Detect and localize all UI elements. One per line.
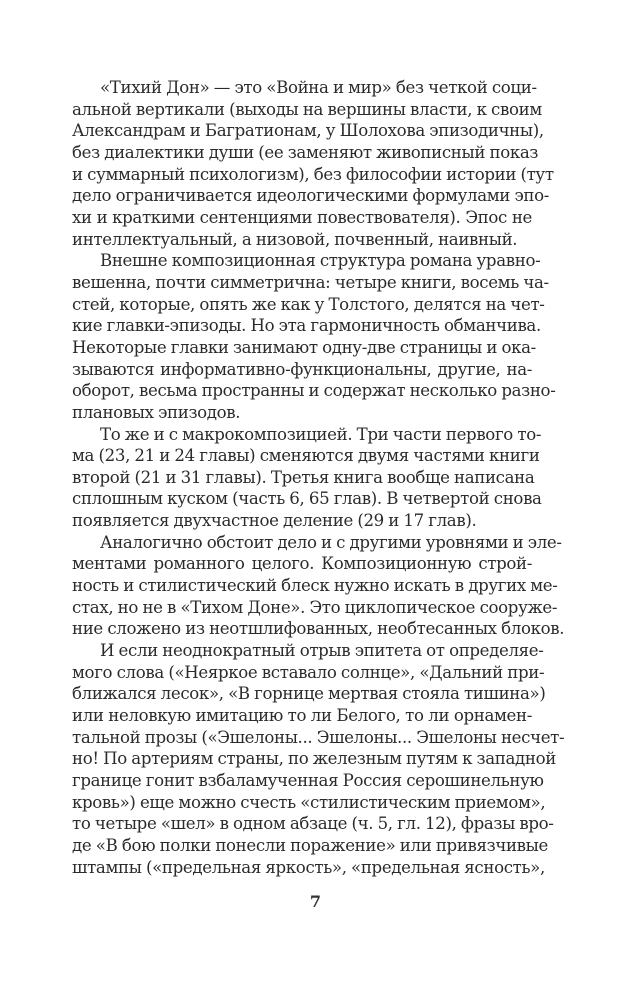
text-line: тальной прозы («Эшелоны... Эшелоны... Эшелоны несчет-	[72, 727, 565, 747]
text-line: дело ограничивается идеологическими формулами эпо-	[72, 186, 549, 206]
text-line: оборот, весьма пространны и содержат несколько разно-	[72, 381, 556, 401]
text-line: стах, но не в «Тихом Доне». Это циклопическое сооруже-	[72, 597, 558, 617]
text-line: то четыре «шел» в одном абзаце (ч. 5, гл. 12), фразы вро-	[72, 814, 554, 834]
text-line: мого слова («Неяркое вставало солнце», «Дальний при-	[72, 662, 545, 682]
text-line: Александрам и Багратионам, у Шолохова эпизодичны),	[72, 121, 544, 141]
text-line: вешенна, почти симметрична: четыре книги, восемь ча-	[72, 272, 549, 292]
text-line: но! По артериям страны, по железным путям к западной	[72, 749, 556, 769]
text-line: или неловкую имитацию то ли Белого, то ли орнамен-	[72, 706, 532, 726]
text-line: ма (23, 21 и 24 главы) сменяются двумя частями книги	[72, 446, 540, 466]
text-line: Аналогично обстоит дело и с другими уровнями и эле-	[100, 532, 562, 552]
text-line: появляется двухчастное деление (29 и 17 глав).	[72, 511, 477, 531]
text-line: Некоторые главки занимают одну-две страницы и ока-	[72, 337, 536, 357]
text-line: И если неоднократный отрыв эпитета от определяе-	[100, 641, 544, 661]
text-line: стей, которые, опять же как у Толстого, делятся на чет-	[72, 294, 545, 314]
text-line: альной вертикали (выходы на вершины власти, к своим	[72, 99, 542, 119]
page-number: 7	[309, 892, 322, 911]
text-line: хи и краткими сентенциями повествователя). Эпос не	[72, 207, 532, 227]
text-line: интеллектуальный, а низовой, почвенный, наивный.	[72, 229, 518, 249]
text-line: плановых эпизодов.	[72, 402, 241, 422]
text-line: зываются информативно-функциональны, другие, на-	[72, 359, 532, 379]
text-line: штампы («предельная яркость», «предельная ясность»,	[72, 857, 545, 877]
text-line: и суммарный психологизм), без философии истории (тут	[72, 164, 554, 184]
text-line: «Тихий Дон» — это «Война и мир» без четкой соци-	[100, 78, 537, 97]
text-line: де «В бою полки понесли поражение» или привязчивые	[72, 835, 548, 855]
text-line: кровь») еще можно счесть «стилистическим приемом»,	[72, 792, 546, 812]
text-line: ближался лесок», «В горнице мертвая стояла тишина»)	[72, 684, 546, 704]
text-line: границе гонит взбаламученная Россия серошинельную	[72, 771, 544, 790]
text-line: Внешне композиционная структура романа уравно-	[100, 251, 541, 271]
text-line: без диалектики души (ее заменяют живописный показ	[72, 142, 539, 162]
text-line: сплошным куском (часть 6, 65 глав). В четвертой снова	[72, 489, 542, 509]
text-line: То же и с макрокомпозицией. Три части первого то-	[100, 424, 542, 444]
text-line: ние сложено из неотшлифованных, необтесанных блоков.	[72, 619, 565, 639]
text-line: ность и стилистический блеск нужно искать в других ме-	[72, 576, 558, 596]
text-line: кие главки-эпизоды. Но эта гармоничность обманчива.	[72, 316, 541, 336]
text-line: ментами романного целого. Композиционную строй-	[72, 554, 532, 574]
body-text	[72, 77, 565, 878]
text-line: второй (21 и 31 главы). Третья книга вообще написана	[72, 467, 535, 487]
